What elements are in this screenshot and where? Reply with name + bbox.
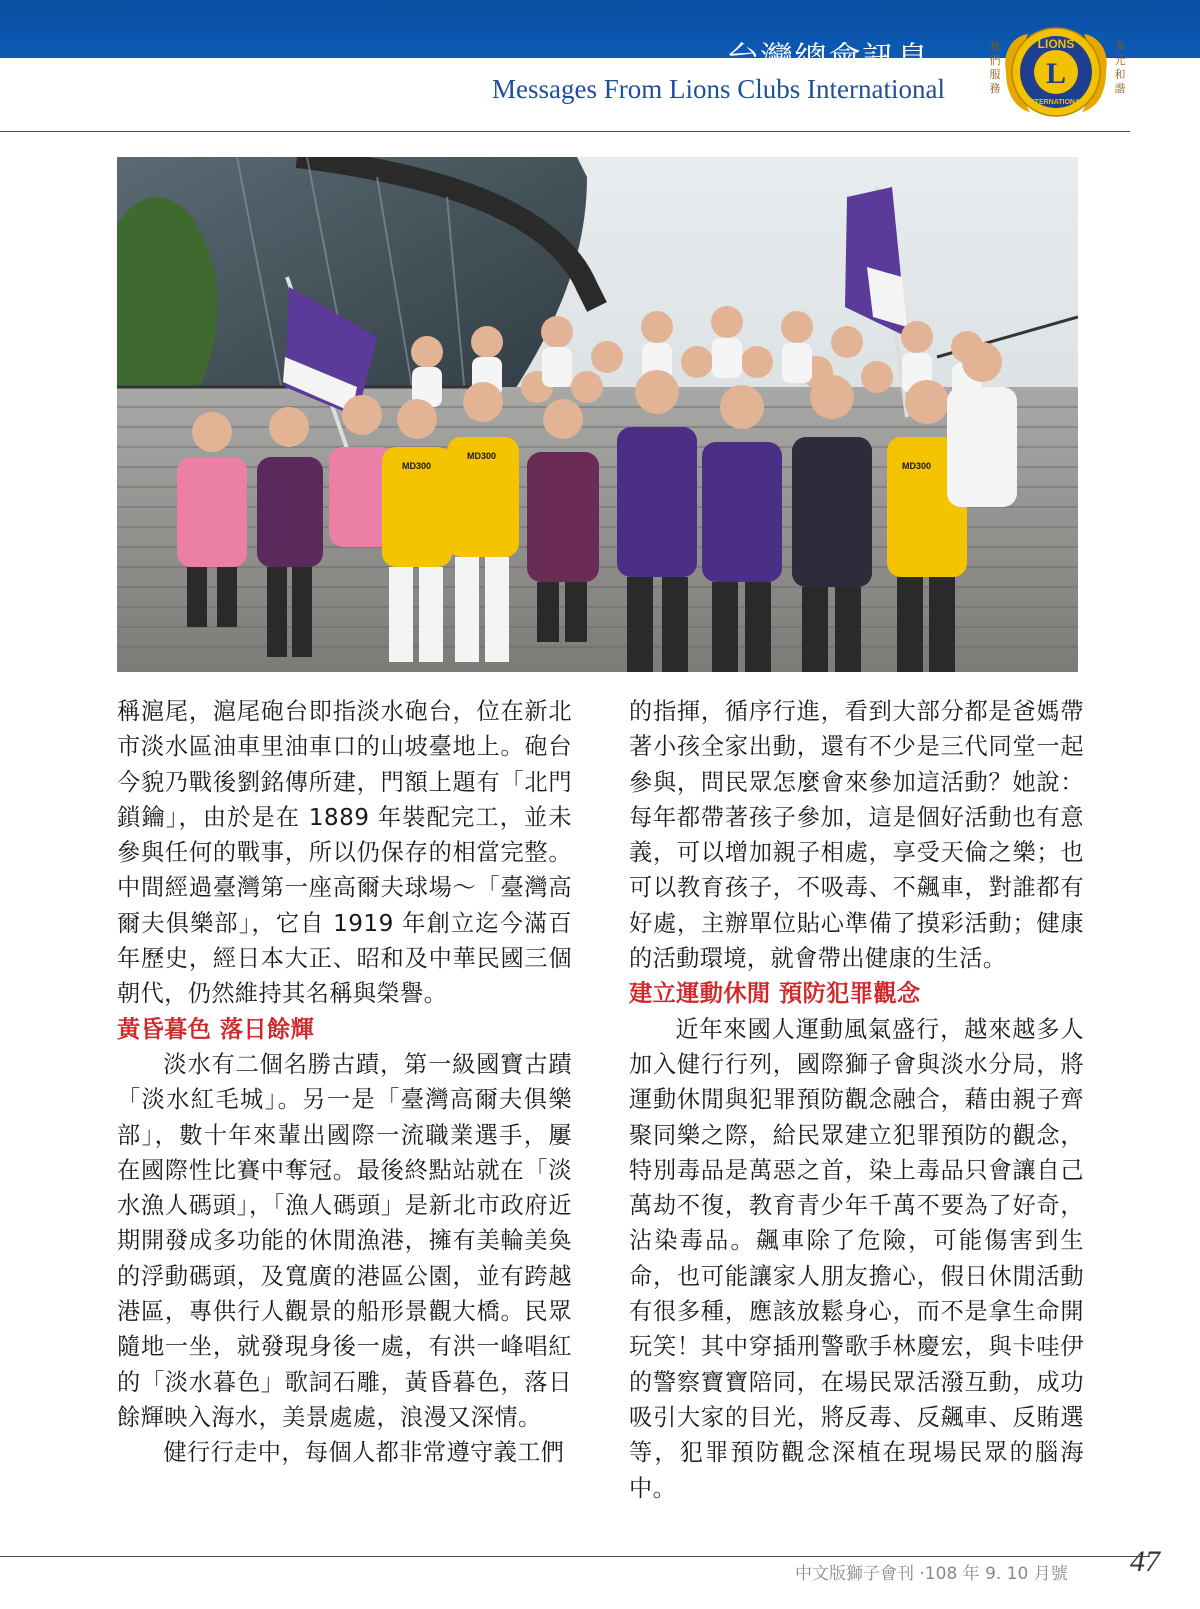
paragraph: 近年來國人運動風氣盛行，越來越多人加入健行行列，國際獅子會與淡水分局，將運動休閒與犯罪預防觀念融合，藉由親子齊聚同樂之際，給民眾建立犯罪預防的觀念，特別毒品是萬惡之首，染上毒品只會讓自己萬劫不復，教育青少年千萬不要為了好奇，沾染毒品。飆車除了危險，可能傷害到生命，也可能讓家人朋友擔心，假日休閒活動有很多種，應該放鬆身心，而不是拿生命開玩笑！其中穿插刑警歌手林慶宏，與卡哇伊的警察寶寶陪同，在場民眾活潑互動，成功吸引大家的目光，將反毒、反飆車、反賄選等，犯罪預防觀念深植在現場民眾的腦海中。 [629,1015,1084,1502]
paragraph: 健行行走中，每個人都非常遵守義工們 [163,1439,565,1467]
group-photo [117,157,1078,672]
motto-char: 務 [989,82,1001,95]
logo-top-text: LIONS [1037,37,1075,51]
motto-left [987,40,1003,96]
motto-char: 服 [989,68,1001,81]
logo-bottom-text: INTERNATIONAL [1027,99,1085,106]
motto-char: 多 [1114,40,1126,53]
logo-letter: L [1045,57,1067,90]
article-column-right [629,694,1084,1506]
vest-label: MD300 [467,451,497,461]
vest-label: MD300 [402,461,432,471]
paragraph: 稱滬尾，滬尾砲台即指淡水砲台，位在新北市淡水區油車里油車口的山坡臺地上。砲台今貌乃戰後劉銘傳所建，門額上題有「北門鎖鑰」，由於是在 1889 年裝配完工，並未參與任何的戰事，所以仍保存的相當完整。中間經過臺灣第一座高爾夫球場～「臺灣高爾夫俱樂部」，它自 1919 年創立迄今滿百年歷史，經日本大正、昭和及中華民國三個朝代，仍然維持其名稱與榮譽。 [117,698,572,1008]
paragraph: 的指揮，循序行進，看到大部分都是爸媽帶著小孩全家出動，還有不少是三代同堂一起參與，問民眾怎麼會來參加這活動？她說：每年都帶著孩子參加，這是個好活動也有意義，可以增加親子相處，享受天倫之樂；也可以教育孩子，不吸毒、不飆車，對誰都有好處，主辦單位貼心準備了摸彩活動；健康的活動環境，就會帶出健康的生活。 [629,698,1084,973]
motto-char: 元 [1114,54,1126,67]
group-photo-illustration [117,157,1078,672]
motto-right [1112,40,1128,96]
motto-char: 和 [1114,68,1126,81]
section-heading: 黃昏暮色 落日餘輝 [117,1015,315,1043]
section-title-chinese: 台灣總會訊息 [726,39,930,78]
motto-char: 諧 [1114,82,1126,95]
paragraph: 淡水有二個名勝古蹟，第一級國寶古蹟「淡水紅毛城」。另一是「臺灣高爾夫俱樂部」，數十年來輩出國際一流職業選手，屢在國際性比賽中奪冠。最後終點站就在「淡水漁人碼頭」，「漁人碼頭」是新北市政府近期開發成多功能的休閒漁港，擁有美輪美奐的浮動碼頭，及寬廣的港區公園，並有跨越港區，專供行人觀景的船形景觀大橋。民眾隨地一坐，就發現身後一處，有洪一峰唱紅的「淡水暮色」歌詞石雕，黃昏暮色，落日餘輝映入海水，美景處處，浪漫又深情。 [117,1050,572,1431]
header-rule [0,131,1130,132]
article-column-left [117,694,572,1471]
lions-logo [1002,16,1110,128]
motto-char: 我 [989,40,1001,53]
publication-info: 中文版獅子會刊 ‧108 年 9. 10 月號 [795,1564,1068,1584]
footer-rule [0,1556,1150,1557]
page-number: 47 [1130,1545,1160,1578]
section-title-english: Messages From Lions Clubs International [492,74,945,104]
section-heading: 建立運動休閒 預防犯罪觀念 [629,980,921,1008]
vest-label: MD300 [902,461,932,471]
motto-char: 們 [989,54,1001,67]
